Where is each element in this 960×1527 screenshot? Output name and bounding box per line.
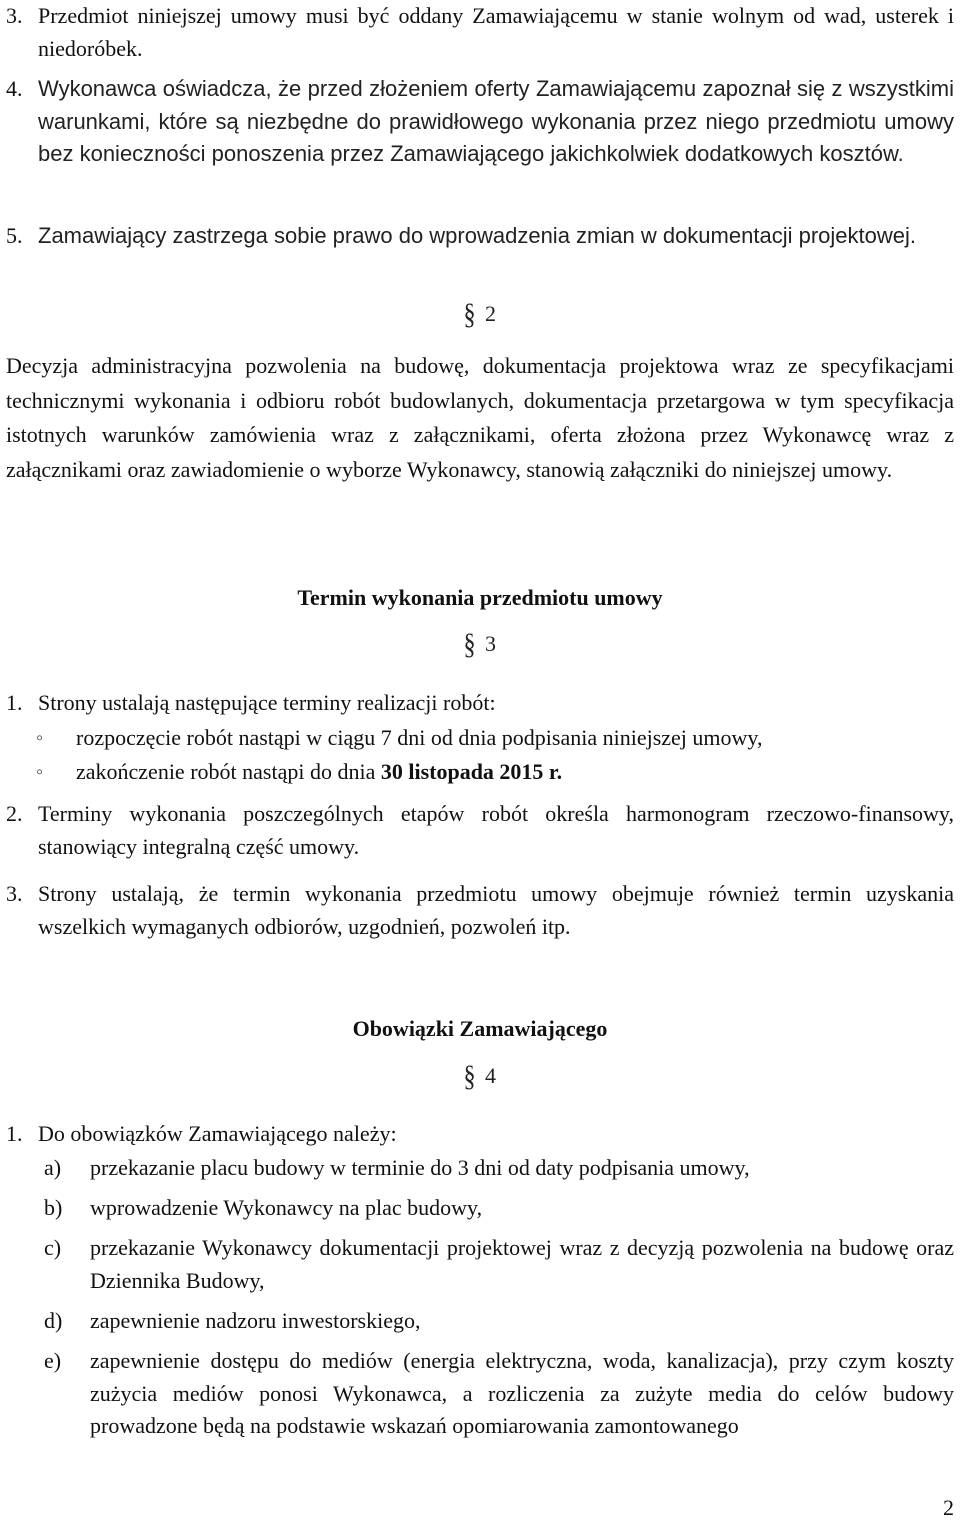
item-number: 3. <box>6 881 23 906</box>
item-text: Do obowiązków Zamawiającego należy: <box>38 1121 397 1146</box>
section-number: 3 <box>485 631 496 656</box>
item-number: 1. <box>6 1121 23 1146</box>
item-letter: e) <box>44 1348 62 1373</box>
item-text: Terminy wykonania poszczególnych etapów robót określa harmonogram rzeczowo-finansowy, stanowiący integralną część umowy. <box>38 801 954 859</box>
item-number: 4. <box>6 76 23 101</box>
item-number: 1. <box>6 690 23 715</box>
section-2-paragraph: Decyzja administracyjna pozwolenia na budowę, dokumentacja projektowa wraz ze specyfikacjami technicznymi wykonania i odbioru robót budowlanych, dokumentacja przetargowa w tym specyfikacja istotnych warunków zamówienia wraz z załącznikami, oferta złożona przez Wykonawcę wraz z załącznikami oraz zawiadomienie o wyborze Wykonawcy, stanowią załączniki do niniejszej umowy. <box>6 353 954 482</box>
section-3-marker <box>0 628 960 661</box>
section-number: 4 <box>485 1063 496 1088</box>
item-text: zapewnienie dostępu do mediów (energia elektryczna, woda, kanalizacja), przy czym koszty zużycia mediów ponosi Wykonawca, a rozliczenia za zużyte media do celów budowy prowadzone będą na podstawie wskazań opomiarowania zamontowanego <box>90 1348 954 1438</box>
item-letter: a) <box>44 1155 62 1180</box>
section-sign: § <box>463 296 476 331</box>
section-3-title: Termin wykonania przedmiotu umowy <box>297 585 663 610</box>
bullet-text <box>76 756 954 789</box>
item-text: Przedmiot niniejszej umowy musi być oddany Zamawiającemu w stanie wolnym od wad, usterek i niedoróbek. <box>38 3 954 61</box>
section-sign: § <box>463 626 476 661</box>
bullet-icon: ◦ <box>36 761 44 783</box>
section-4-title: Obowiązki Zamawiającego <box>352 1016 608 1041</box>
section-4-marker <box>0 1060 960 1093</box>
bullet-text-prefix: zakończenie robót nastąpi do dnia <box>76 759 381 784</box>
item-number: 5. <box>6 223 23 248</box>
item-text: Wykonawca oświadcza, że przed złożeniem oferty Zamawiającemu zapoznał się z wszystkimi warunkami, które są niezbędne do prawidłowego wykonania przez niego przedmiotu umowy bez konieczności ponoszenia przez Zamawiającego jakichkolwiek dodatkowych kosztów. <box>38 76 954 166</box>
item-text: wprowadzenie Wykonawcy na plac budowy, <box>90 1195 483 1220</box>
bullet-text: rozpoczęcie robót nastąpi w ciągu 7 dni od dnia podpisania niniejszej umowy, <box>76 725 763 750</box>
item-text: zapewnienie nadzoru inwestorskiego, <box>90 1308 421 1333</box>
item-text: Zamawiający zastrzega sobie prawo do wprowadzenia zmian w dokumentacji projektowej. <box>38 223 916 248</box>
bullet-icon: ◦ <box>36 727 44 749</box>
item-number: 3. <box>6 3 23 28</box>
section-number: 2 <box>485 301 496 326</box>
deadline-date: 30 listopada 2015 r <box>380 759 557 784</box>
item-text: przekazanie placu budowy w terminie do 3 dni od daty podpisania umowy, <box>90 1155 750 1180</box>
item-number: 2. <box>6 801 23 826</box>
section-sign: § <box>463 1058 476 1093</box>
item-letter: d) <box>44 1308 63 1333</box>
item-text: Strony ustalają następujące terminy realizacji robót: <box>38 690 496 715</box>
item-letter: c) <box>44 1235 62 1260</box>
item-letter: b) <box>44 1195 63 1220</box>
section-2-marker <box>0 298 960 331</box>
item-text: Strony ustalają, że termin wykonania przedmiotu umowy obejmuje również termin uzyskania wszelkich wymaganych odbiorów, uzgodnień, pozwoleń itp. <box>38 881 954 939</box>
bullet-text-suffix: . <box>556 759 563 784</box>
page-number: 2 <box>943 1495 954 1520</box>
item-text: przekazanie Wykonawcy dokumentacji projektowej wraz z decyzją pozwolenia na budowę oraz Dziennika Budowy, <box>90 1235 954 1293</box>
